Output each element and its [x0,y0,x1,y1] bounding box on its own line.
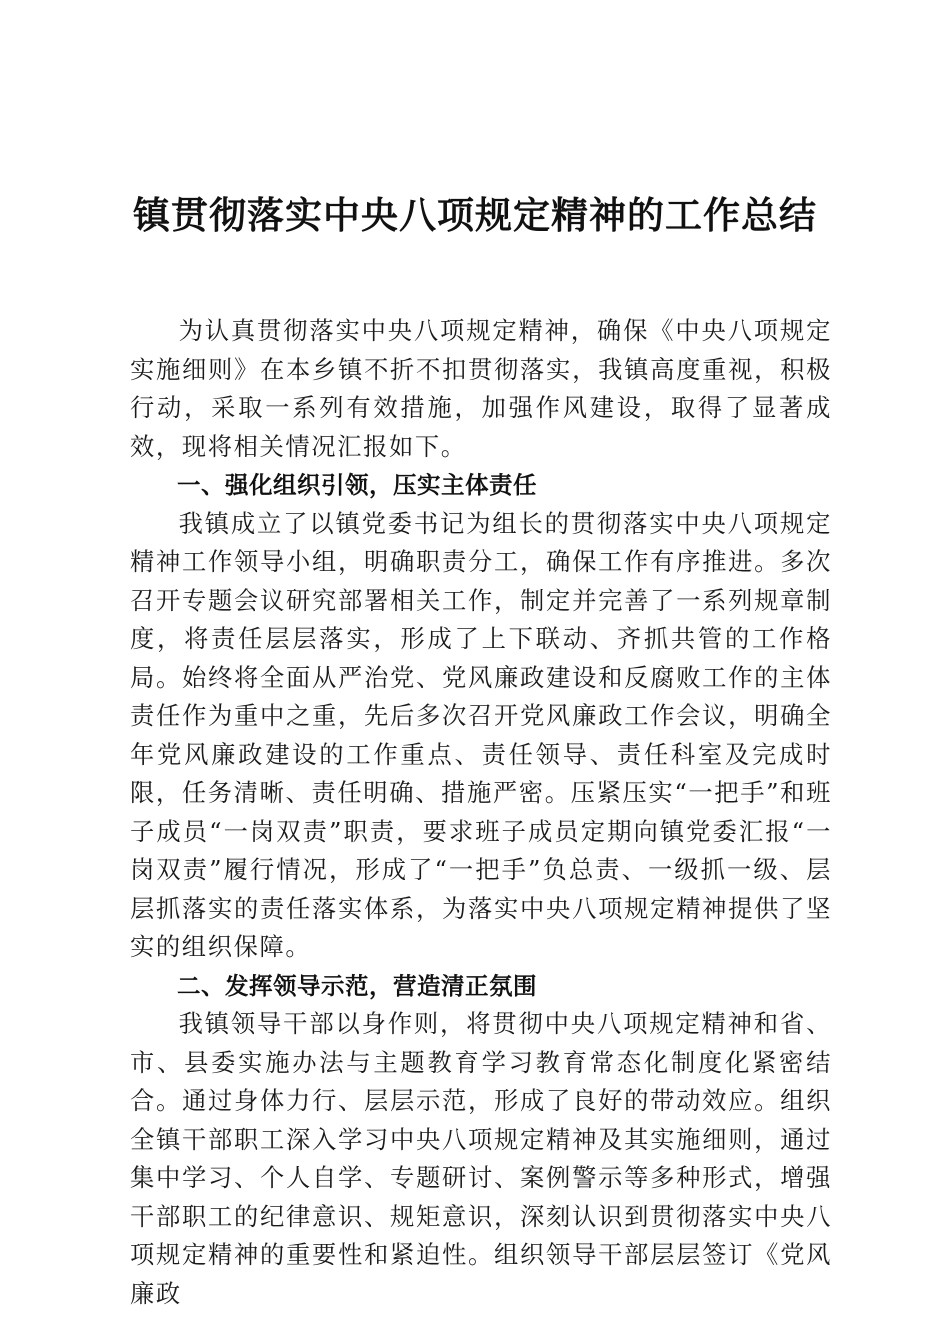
document-title: 镇贯彻落实中央八项规定精神的工作总结 [133,193,817,237]
section-heading-2: 二、发挥领导示范，营造清正氛围 [177,971,537,1000]
intro-paragraph: 为认真贯彻落实中央八项规定精神，确保《中央八项规定实施细则》在本乡镇不折不扣贯彻落实，我镇高度重视，积极行动，采取一系列有效措施，加强作风建设，取得了显著成效，现将相关情况汇报如下。 [130,316,832,461]
section-2-paragraph: 我镇领导干部以身作则，将贯彻中央八项规定精神和省、市、县委实施办法与主题教育学习教育常态化制度化紧密结合。通过身体力行、层层示范，形成了良好的带动效应。组织全镇干部职工深入学习中央八项规定精神及其实施细则，通过集中学习、个人自学、专题研讨、案例警示等多种形式，增强干部职工的纪律意识、规矩意识，深刻认识到贯彻落实中央八项规定精神的重要性和紧迫性。组织领导干部层层签订《党风廉政 [130,1009,832,1308]
section-1-paragraph: 我镇成立了以镇党委书记为组长的贯彻落实中央八项规定精神工作领导小组，明确职责分工，确保工作有序推进。多次召开专题会议研究部署相关工作，制定并完善了一系列规章制度，将责任层层落实，形成了上下联动、齐抓共管的工作格局。始终将全面从严治党、党风廉政建设和反腐败工作的主体责任作为重中之重，先后多次召开党风廉政工作会议，明确全年党风廉政建设的工作重点、责任领导、责任科室及完成时限，任务清晰、责任明确、措施严密。压紧压实“一把手”和班子成员“一岗双责”职责，要求班子成员定期向镇党委汇报“一岗双责”履行情况，形成了“一把手”负总责、一级抓一级、层层抓落实的责任落实体系，为落实中央八项规定精神提供了坚实的组织保障。 [130,508,832,961]
document-body [130,312,832,1313]
section-heading-1: 一、强化组织引领，压实主体责任 [177,471,537,499]
